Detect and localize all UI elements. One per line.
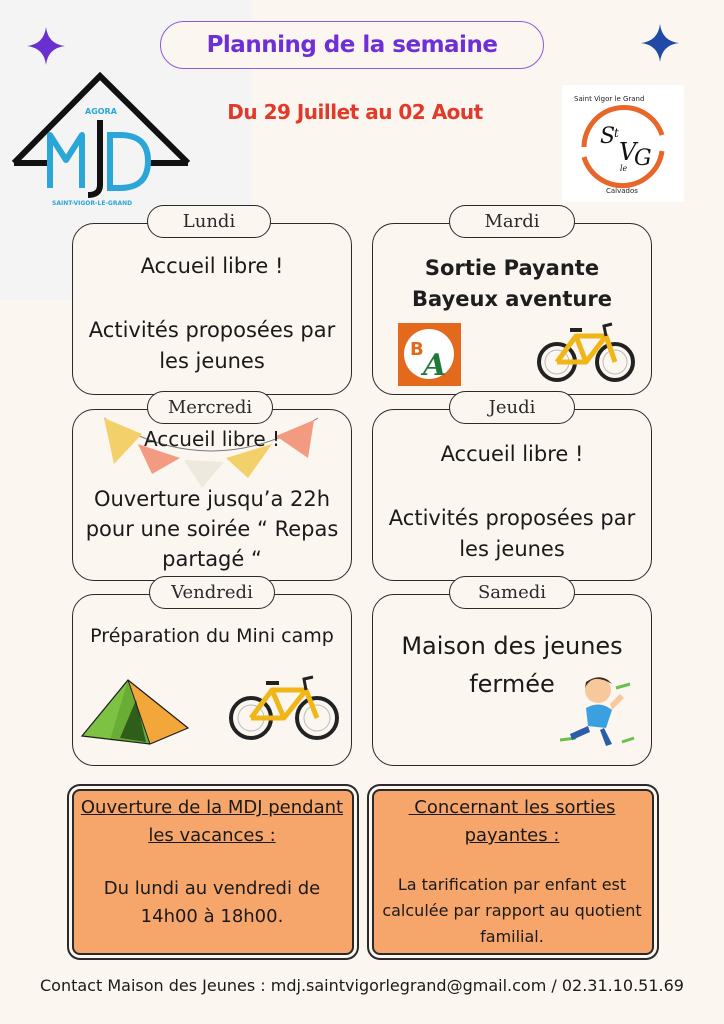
mjd-logo-bottom-text: SAINT-VIGOR-LE-GRAND (52, 200, 133, 207)
lundi-line1: Accueil libre ! (140, 254, 284, 278)
bicycle-icon (228, 672, 340, 742)
svg-logo-bottom-text: Calvados (606, 187, 638, 195)
mjd-logo-top-text: AGORA (85, 107, 117, 116)
bicycle-icon (536, 320, 636, 384)
svg-text:A: A (423, 348, 447, 383)
contact-line: Contact Maison des Jeunes : mdj.saintvigorlegrand@gmail.com / 02.31.10.51.69 (40, 976, 684, 995)
mercredi-line1: Accueil libre ! (143, 427, 281, 451)
samedi-line1: Maison des jeunes (401, 632, 623, 660)
mercredi-line3: pour une soirée “ Repas (85, 517, 339, 541)
info-sorties-body3: familial. (480, 927, 544, 946)
info-ouverture-title2: les vacances : (148, 825, 276, 846)
lundi-line3: les jeunes (159, 349, 265, 373)
svg-text:G: G (634, 146, 652, 171)
svg-text:B: B (410, 339, 424, 360)
info-sorties-title1: Concernant les sorties (408, 797, 616, 818)
info-ouverture-title1: Ouverture de la MDJ pendant (80, 797, 344, 818)
svg-logo-top-text: Saint Vigor le Grand (574, 95, 645, 103)
jeudi-line1: Accueil libre ! (440, 442, 584, 466)
mercredi-line2: Ouverture jusqu’a 22h (93, 487, 331, 511)
info-sorties-body1: La tarification par enfant est (397, 875, 627, 894)
info-ouverture-body2: 14h00 à 18h00. (140, 906, 284, 927)
svg-text:V: V (619, 138, 637, 166)
info-sorties-body2: calculée par rapport au quotient (382, 901, 642, 920)
mardi-line2: Bayeux aventure (412, 287, 612, 311)
tab-mardi: Mardi (449, 205, 575, 238)
svg-text:S: S (600, 124, 616, 149)
sleeping-boy-illustration (556, 668, 638, 750)
samedi-line2: fermée (469, 670, 555, 698)
tab-lundi: Lundi (147, 205, 271, 238)
sparkle-icon (641, 24, 679, 62)
svg-text:le: le (620, 164, 628, 173)
jeudi-line3: les jeunes (459, 537, 565, 561)
page-title: Planning de la semaine (160, 21, 544, 69)
sparkle-icon (27, 27, 65, 65)
tab-jeudi: Jeudi (449, 391, 575, 424)
mercredi-line4: partagé “ (162, 547, 262, 571)
info-ouverture-body1: Du lundi au vendredi de (103, 878, 321, 899)
tent-icon (80, 674, 192, 748)
lundi-line2: Activités proposées par (88, 318, 336, 342)
svg-logo (562, 85, 684, 202)
mardi-line1: Sortie Payante (424, 256, 600, 280)
bayeux-aventure-badge (398, 323, 461, 386)
tab-vendredi: Vendredi (149, 576, 275, 609)
info-sorties-title2: payantes : (464, 825, 560, 846)
tab-samedi: Samedi (449, 576, 575, 609)
svg-text:t: t (614, 126, 619, 140)
date-range: Du 29 Juillet au 02 Aout (227, 100, 483, 124)
tab-mercredi: Mercredi (147, 391, 273, 424)
vendredi-line1: Préparation du Mini camp (90, 625, 334, 647)
jeudi-line2: Activités proposées par (388, 506, 636, 530)
